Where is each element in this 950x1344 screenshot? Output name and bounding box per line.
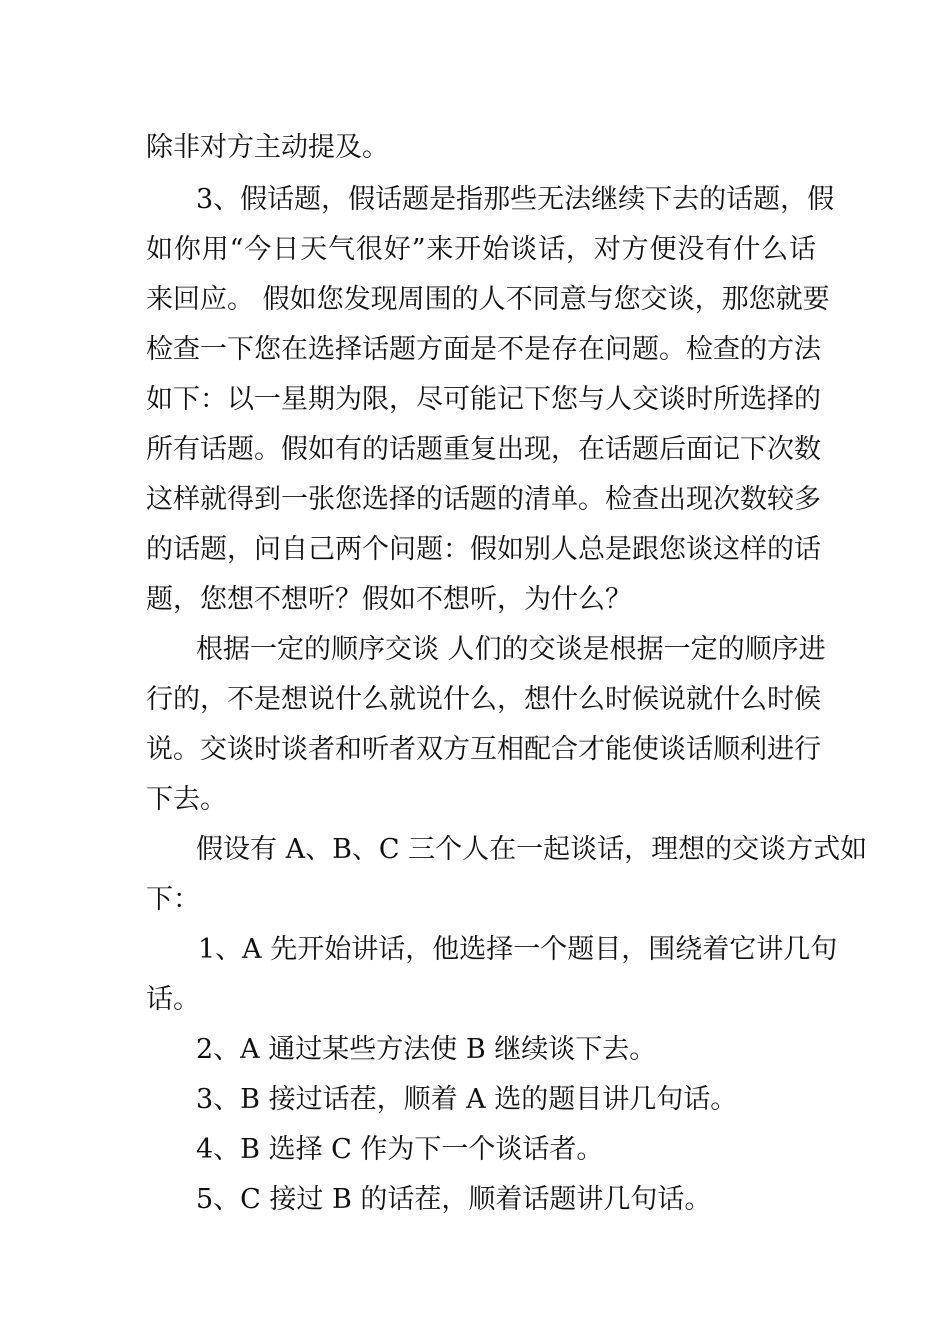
text-line: 3、B 接过话茬，顺着 A 选的题目讲几句话。	[196, 1084, 738, 1115]
text-line: 1、A 先开始讲话，他选择一个题目，围绕着它讲几句	[198, 934, 838, 965]
text-line: 来回应。 假如您发现周围的人不同意与您交谈，那您就要	[146, 284, 830, 315]
text-line: 题，您想不想听？假如不想听，为什么？	[146, 584, 632, 615]
text-line: 话。	[146, 984, 200, 1015]
text-line: 所有话题。假如有的话题重复出现，在话题后面记下次数	[146, 434, 821, 465]
text-line: 如下：以一星期为限，尽可能记下您与人交谈时所选择的	[146, 384, 821, 415]
text-line: 3、假话题，假话题是指那些无法继续下去的话题，假	[196, 184, 835, 215]
text-line: 根据一定的顺序交谈 人们的交谈是根据一定的顺序进	[196, 634, 826, 665]
text-line: 这样就得到一张您选择的话题的清单。检查出现次数较多	[146, 484, 821, 515]
text-line: 4、B 选择 C 作为下一个谈话者。	[196, 1134, 604, 1165]
text-line: 下：	[146, 884, 200, 915]
text-line: 说。交谈时谈者和听者双方互相配合才能使谈话顺利进行	[146, 734, 821, 765]
text-line: 的话题，问自己两个问题：假如别人总是跟您谈这样的话	[146, 534, 821, 565]
text-line: 检查一下您在选择话题方面是不是存在问题。检查的方法	[146, 334, 821, 365]
text-line: 除非对方主动提及。	[146, 132, 389, 163]
text-line: 2、A 通过某些方法使 B 继续谈下去。	[196, 1034, 657, 1065]
text-line: 行的，不是想说什么就说什么，想什么时候说就什么时候	[146, 684, 821, 715]
text-line: 5、C 接过 B 的话茬，顺着话题讲几句话。	[196, 1184, 712, 1215]
text-line: 如你用“今日天气很好”来开始谈话，对方便没有什么话	[146, 234, 816, 265]
text-line: 假设有 A、B、C 三个人在一起谈话，理想的交谈方式如	[196, 834, 868, 865]
text-line: 下去。	[146, 784, 227, 815]
